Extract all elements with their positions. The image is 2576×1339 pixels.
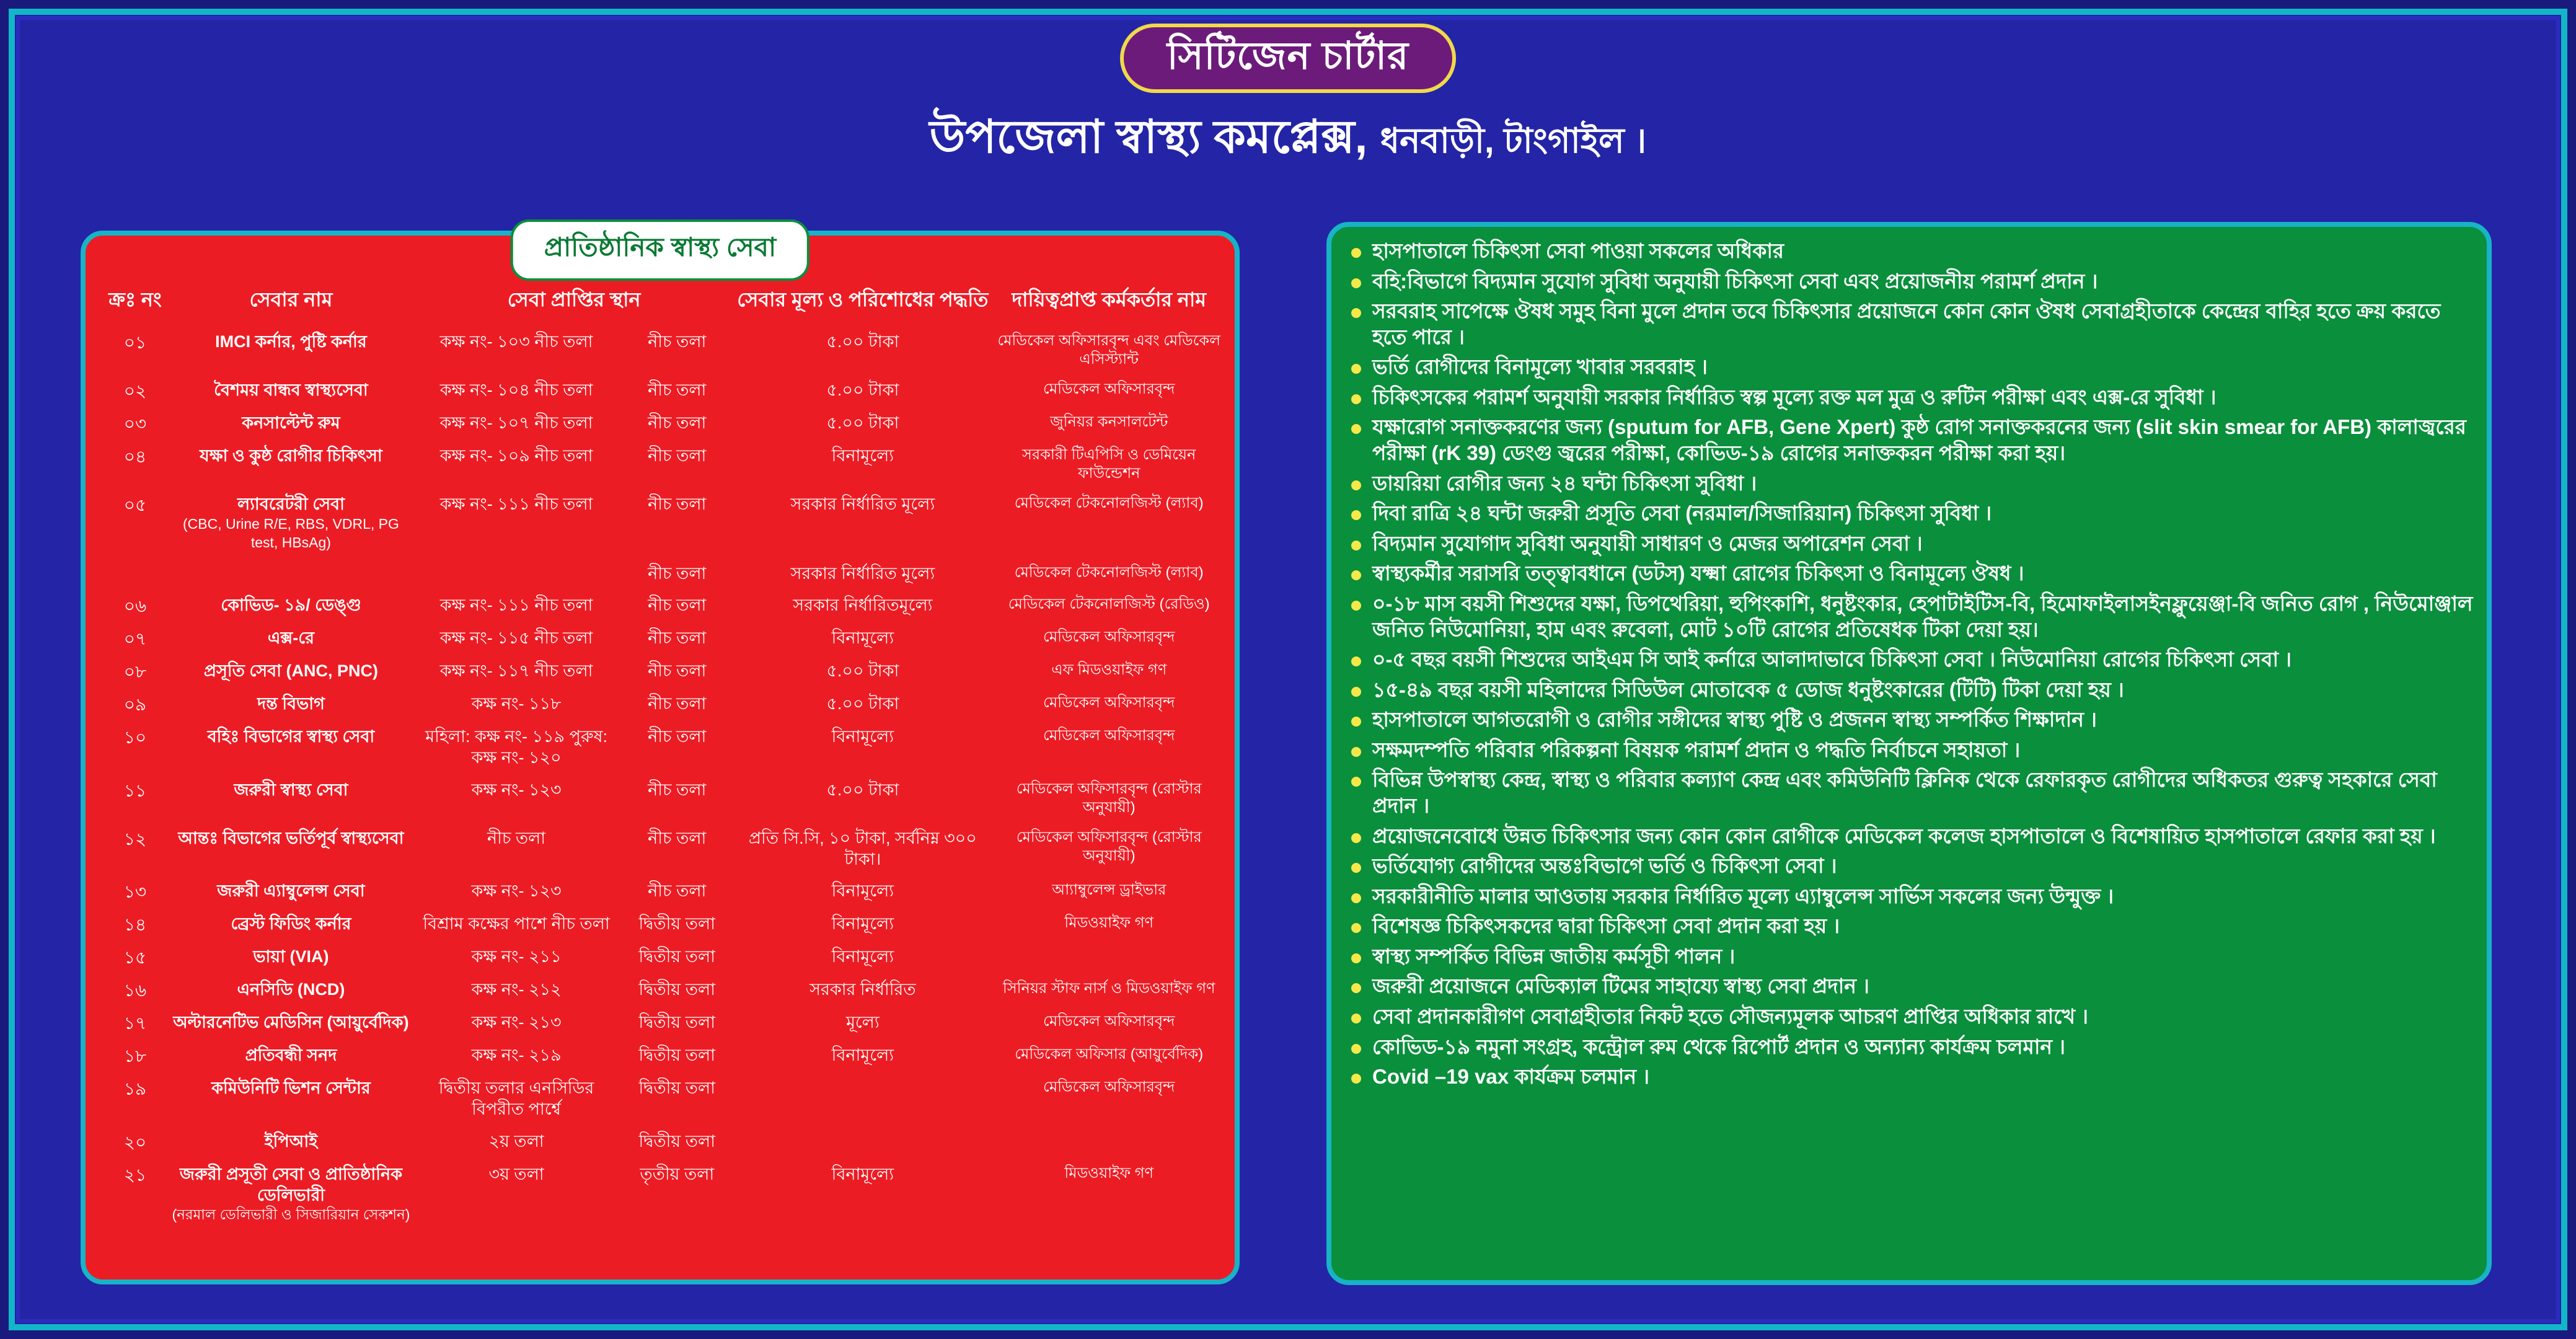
list-item: ১৫-৪৯ বছর বয়সী মহিলাদের সিডিউল মোতাবেক ৫ ডোজ ধনুষ্টংকারের (টিটি) টিকা দেয়া হয় । <box>1344 677 2476 703</box>
table-row <box>102 440 1227 488</box>
table-row <box>102 622 1227 655</box>
cell-service-name: ব্রেস্ট ফিডিং কর্নার <box>231 914 351 934</box>
cell-place: কক্ষ নং- ১১৮ <box>471 694 562 714</box>
list-item: ভর্তিযোগ্য রোগীদের অন্তঃবিভাগে ভর্তি ও চিকিৎসা সেবা । <box>1344 853 2476 879</box>
cell-service-name: প্রসূতি সেবা (ANC, PNC) <box>203 661 378 681</box>
table-row <box>102 488 1227 558</box>
cell-place: কক্ষ নং- ১০৯ নীচ তলা <box>439 446 593 465</box>
list-item: ডায়রিয়া রোগীর জন্য ২৪ ঘন্টা চিকিৎসা সুবিধা । <box>1344 471 2476 497</box>
cell-serial: ০৯ <box>123 695 147 715</box>
cell-officer: আ্যাম্বুলেন্স ড্রাইভার <box>1052 882 1167 899</box>
cell-officer: মেডিকেল অফিসারবৃন্দ <box>1043 629 1175 646</box>
cell-floor: নীচ তলা <box>648 727 707 746</box>
cell-fee: প্রতি সি.সি, ১০ টাকা, সর্বনিম্ন ৩০০ টাকা। <box>748 828 977 868</box>
cell-fee: বিনামূল্যে <box>831 914 894 934</box>
cell-officer: মেডিকেল অফিসারবৃন্দ (রোস্টার অনুযায়ী) <box>1016 780 1202 816</box>
list-item: বহি:বিভাগে বিদ্যমান সুযোগ সুবিধা অনুযায়ী চিকিৎসা সেবা এবং প্রয়োজনীয় পরামর্শ প্রদান । <box>1344 268 2476 294</box>
cell-fee: বিনামূল্যে <box>831 1164 894 1183</box>
table-row <box>102 1126 1227 1159</box>
cell-serial: ১৮ <box>123 1046 147 1066</box>
cell-place: কক্ষ নং- ১১৫ নীচ তলা <box>439 629 593 648</box>
col-serial: ক্রঃ নং <box>108 288 162 311</box>
cell-service-name-sub: (নরমাল ডেলিভারী ও সিজারিয়ান সেকশন) <box>172 1206 410 1223</box>
col-officer: দায়িত্বপ্রাপ্ত কর্মকর্তার নাম <box>1012 288 1207 311</box>
cell-floor: নীচ তলা <box>648 780 707 799</box>
cell-officer: মেডিকেল অফিসারবৃন্দ <box>1043 1013 1175 1030</box>
cell-officer: মেডিকেল অফিসারবৃন্দ <box>1043 727 1175 745</box>
col-service-place: সেবা প্রাপ্তির স্থান <box>507 288 641 311</box>
cell-fee: ৫.০০ টাকা <box>826 661 899 681</box>
cell-service-name: এক্স-রে <box>267 629 315 648</box>
page-title-main: উপজেলা স্বাস্থ্য কমপ্লেক্স, <box>929 111 1368 163</box>
cell-fee: বিনামূল্যে <box>831 446 894 465</box>
list-item: চিকিৎসকের পরামর্শ অনুযায়ী সরকার নির্ধারিত স্বল্প মূল্যে রক্ত মল মুত্র ও রুটিন পরীক্ষা এবং এক্স-রে সুবিধা । <box>1344 384 2476 410</box>
cell-officer: মেডিকেল অফিসারবৃন্দ <box>1043 381 1175 397</box>
cell-serial: ১৬ <box>123 981 147 1001</box>
cell-officer: মেডিকেল টেকনোলজিস্ট (ল্যাব) <box>1014 563 1204 581</box>
list-item: সরবরাহ সাপেক্ষে ঔষধ সমুহ বিনা মুলে প্রদান তবে চিকিৎসার প্রয়োজনে কোন কোন ঔষধ সেবাগ্রহীতাকে কেন্দ্রের বাহির হতে ক্রয় করতে হতে পারে । <box>1344 298 2476 350</box>
list-item: হাসপাতালে আগতরোগী ও রোগীর সঙ্গীদের স্বাস্থ্য পুষ্টি ও প্রজনন স্বাস্থ্য সম্পর্কিত শিক্ষাদান । <box>1344 707 2476 733</box>
cell-place: কক্ষ নং- ১০৭ নীচ তলা <box>439 413 593 432</box>
cell-serial: ২১ <box>123 1165 147 1185</box>
left-panel-heading: প্রাতিষ্ঠানিক স্বাস্থ্য সেবা <box>511 219 809 281</box>
cell-place: কক্ষ নং- ১১১ নীচ তলা <box>439 495 593 513</box>
cell-serial: ১২ <box>123 829 147 849</box>
cell-service-name <box>169 558 413 590</box>
cell-serial: ০৪ <box>123 447 147 466</box>
table-row <box>102 688 1227 721</box>
cell-serial: ১১ <box>123 780 147 800</box>
cell-fee: মূল্যে <box>845 1013 880 1032</box>
cell-serial: ০১ <box>123 333 147 352</box>
cell-fee: ৫.০০ টাকা <box>826 694 899 714</box>
rights-list <box>1344 238 2476 1094</box>
cell-officer: সিনিয়র স্টাফ নার্স ও মিডওয়াইফ গণ <box>1002 980 1215 997</box>
cell-service-name: জরুরী প্রসূতী সেবা ও প্রাতিষ্ঠানিক ডেলিভারী (নরমাল ডেলিভারী ও সিজারিয়ান সেকশন) <box>169 1159 413 1230</box>
cell-serial: ০৫ <box>123 495 147 515</box>
table-row <box>102 374 1227 407</box>
cell-officer: সরকারী টিএপিসি ও ডেমিয়েন ফাউন্ডেশন <box>1022 446 1196 482</box>
cell-floor: তৃতীয় তলা <box>640 1164 715 1183</box>
cell-place <box>413 558 619 590</box>
charter-badge: সিটিজেন চার্টার <box>1120 24 1456 93</box>
cell-service-name: কোভিড- ১৯/ ডেঙ্গু <box>221 596 361 615</box>
list-item: জরুরী প্রয়োজনে মেডিক্যাল টিমের সাহায্যে স্বাস্থ্য সেবা প্রদান । <box>1344 973 2476 999</box>
cell-officer: মিডওয়াইফ গণ <box>1064 1164 1153 1182</box>
table-row <box>102 823 1227 876</box>
table-row <box>102 326 1227 374</box>
cell-fee: বিনামূল্যে <box>831 629 894 648</box>
page-title <box>0 110 2576 163</box>
services-table <box>102 280 1227 1230</box>
list-item: বিভিন্ন উপস্বাস্থ্য কেন্দ্র, স্বাস্থ্য ও পরিবার কল্যাণ কেন্দ্র এবং কমিউনিটি ক্লিনিক থেকে রেফারকৃত রোগীদের অধিকতর গুরুত্ব সহকারে সেবা প্রদান । <box>1344 767 2476 818</box>
list-item: দিবা রাত্রি ২৪ ঘন্টা জরুরী প্রসূতি সেবা (নরমাল/সিজারিয়ান) চিকিৎসা সুবিধা । <box>1344 500 2476 526</box>
cell-place: নীচ তলা <box>487 828 546 847</box>
cell-officer: মেডিকেল অফিসারবৃন্দ <box>1043 1079 1175 1096</box>
cell-fee: ৫.০০ টাকা <box>826 332 899 351</box>
cell-serial: ১৭ <box>123 1014 147 1033</box>
table-row <box>102 941 1227 974</box>
cell-floor: দ্বিতীয় তলা <box>638 980 715 999</box>
list-item: বিশেষজ্ঞ চিকিৎসকদের দ্বারা চিকিৎসা সেবা প্রদান করা হয় । <box>1344 913 2476 939</box>
list-item: ০-১৮ মাস বয়সী শিশুদের যক্ষা, ডিপথেরিয়া, হুপিংকাশি, ধনুষ্টংকার, হেপাটাইটিস-বি, হিমোফাইলাসইনফ্লুয়েঞ্জা-বি জনিত রোগ , নিউমোঞ্জাল জনিত নিউমোনিয়া, হাম এবং রুবেলা, মোট ১০টি রোগের প্রতিষেধক টিকা দেয়া হয়। <box>1344 591 2476 642</box>
table-row <box>102 1072 1227 1126</box>
list-item: সেবা প্রদানকারীগণ সেবাগ্রহীতার নিকট হতে সৌজন্যমূলক আচরণ প্রাপ্তির অধিকার রাখে । <box>1344 1004 2476 1030</box>
list-item: হাসপাতালে চিকিৎসা সেবা পাওয়া সকলের অধিকার <box>1344 238 2476 264</box>
cell-officer <box>990 941 1227 974</box>
cell-service-name: জরুরী স্বাস্থ্য সেবা <box>234 780 348 799</box>
cell-place: বিশ্রাম কক্ষের পাশে নীচ তলা <box>423 914 610 934</box>
list-item: ০-৫ বছর বয়সী শিশুদের আইএম সি আই কর্নারে আলাদাভাবে চিকিৎসা সেবা । নিউমোনিয়া রোগের চিকিৎসা সেবা । <box>1344 647 2476 673</box>
list-item: ভর্তি রোগীদের বিনামূল্যে খাবার সরবরাহ । <box>1344 354 2476 380</box>
cell-officer: এফ মিডওয়াইফ গণ <box>1051 661 1167 679</box>
cell-floor: নীচ তলা <box>648 381 707 399</box>
cell-fee: সরকার নির্ধারিত মূল্যে <box>790 563 935 583</box>
cell-floor: দ্বিতীয় তলা <box>638 1046 715 1065</box>
table-row <box>102 875 1227 908</box>
cell-serial: ১৫ <box>123 948 147 968</box>
cell-service-name: কনসাল্টেন্ট রুম <box>242 413 340 432</box>
cell-service-name: IMCI কর্নার, পুষ্টি কর্নার <box>215 332 367 351</box>
list-item: বিদ্যমান সুযোগাদ সুবিধা অনুযায়ী সাধারণ ও মেজর অপারেশন সেবা । <box>1344 531 2476 557</box>
cell-officer: মিডওয়াইফ গণ <box>1064 914 1153 932</box>
cell-place: কক্ষ নং- ১০৩ নীচ তলা <box>439 332 593 351</box>
table-row <box>102 974 1227 1007</box>
page-title-sub: ধনবাড়ী, টাংগাইল । <box>1380 121 1647 161</box>
cell-floor: নীচ তলা <box>648 332 707 351</box>
list-item: Covid –19 vax কার্যক্রম চলমান । <box>1344 1064 2476 1090</box>
cell-fee: ৫.০০ টাকা <box>826 780 899 799</box>
cell-floor: নীচ তলা <box>648 694 707 714</box>
cell-floor: নীচ তলা <box>648 413 707 432</box>
institutional-services-panel <box>81 231 1240 1284</box>
cell-officer: মেডিকেল টেকনোলজিস্ট (রেডিও) <box>1008 596 1210 613</box>
cell-service-name: ইপিআই <box>264 1131 318 1151</box>
cell-fee: সরকার নির্ধারিত <box>809 980 916 999</box>
table-row <box>102 590 1227 622</box>
table-row <box>102 908 1227 941</box>
cell-place: কক্ষ নং- ১২৩ <box>471 882 562 901</box>
cell-officer: মেডিকেল অফিসার (আয়ুর্বেদিক) <box>1015 1046 1204 1063</box>
cell-officer: মেডিকেল অফিসারবৃন্দ এবং মেডিকেল এসিস্ট্যান্ট <box>997 332 1220 368</box>
cell-place: কক্ষ নং- ২১৯ <box>471 1046 562 1065</box>
table-row <box>102 774 1227 823</box>
table-row <box>102 721 1227 774</box>
cell-serial: ১৪ <box>123 915 147 935</box>
cell-serial: ১৯ <box>123 1079 147 1099</box>
cell-serial <box>102 558 169 590</box>
cell-place: কক্ষ নং- ১২৩ <box>471 780 562 799</box>
cell-floor: দ্বিতীয় তলা <box>638 947 715 966</box>
table-row <box>102 655 1227 688</box>
services-table-head <box>102 280 1227 326</box>
table-row <box>102 1007 1227 1040</box>
cell-floor: নীচ তলা <box>648 882 707 901</box>
cell-floor: দ্বিতীয় তলা <box>638 1079 715 1098</box>
cell-service-name: অল্টারনেটিভ মেডিসিন (আয়ুর্বেদিক) <box>173 1013 409 1032</box>
cell-service-name: এনসিডি (NCD) <box>237 980 345 999</box>
cell-service-name: বহিঃ বিভাগের স্বাস্থ্য সেবা <box>207 727 375 746</box>
cell-fee: সরকার নির্ধারিতমূল্যে <box>793 596 933 615</box>
cell-floor: নীচ তলা <box>648 629 707 648</box>
cell-serial: ০৩ <box>123 414 147 433</box>
cell-serial: ১০ <box>123 728 147 748</box>
cell-service-name: প্রতিবন্ধী সনদ <box>245 1046 337 1065</box>
cell-floor: নীচ তলা <box>648 828 707 847</box>
cell-officer: মেডিকেল অফিসারবৃন্দ <box>1043 694 1175 712</box>
col-service-name: সেবার নাম <box>249 288 333 311</box>
cell-floor: দ্বিতীয় তলা <box>638 914 715 934</box>
list-item: স্বাস্থ্য সম্পর্কিত বিভিন্ন জাতীয় কর্মসূচী পালন । <box>1344 943 2476 970</box>
table-row <box>102 558 1227 590</box>
list-item: সরকারীনীতি মালার আওতায় সরকার নির্ধারিত মূল্যে এ্যাম্বুলেন্স সার্ভিস সকলের জন্য উন্মুক্ত । <box>1344 883 2476 909</box>
cell-serial: ১৩ <box>123 882 147 902</box>
cell-place: দ্বিতীয় তলার এনসিডির বিপরীত পার্শ্বে <box>438 1079 594 1119</box>
cell-service-name: আন্তঃ বিভাগের ভর্তিপূর্ব স্বাস্থ্যসেবা <box>178 828 404 847</box>
cell-place: ৩য় তলা <box>488 1164 544 1183</box>
cell-place: কক্ষ নং- ২১২ <box>471 980 562 999</box>
cell-serial: ২০ <box>123 1132 147 1152</box>
list-item: সক্ষমদম্পতি পরিবার পরিকল্পনা বিষয়ক পরামর্শ প্রদান ও পদ্ধতি নির্বাচনে সহায়তা । <box>1344 737 2476 763</box>
cell-service-name: যক্ষা ও কুষ্ঠ রোগীর চিকিৎসা <box>200 446 382 465</box>
cell-floor: দ্বিতীয় তলা <box>638 1013 715 1032</box>
cell-floor: নীচ তলা <box>648 446 707 465</box>
cell-fee: ৫.০০ টাকা <box>826 381 899 399</box>
services-table-body <box>102 326 1227 1230</box>
cell-service-name: জরুরী এ্যাম্বুলেন্স সেবা <box>217 882 365 901</box>
cell-service-name: কমিউনিটি ভিশন সেন্টার <box>211 1079 371 1098</box>
cell-serial: ০২ <box>123 381 147 400</box>
cell-place: কক্ষ নং- ১১১ নীচ তলা <box>439 596 593 615</box>
cell-serial: ০৮ <box>123 662 147 682</box>
cell-service-name: ল্যাবরেটরী সেবা (CBC, Urine R/E, RBS, VDRL, PG test, HBsAg) <box>169 488 413 558</box>
cell-floor: দ্বিতীয় তলা <box>638 1131 715 1151</box>
rights-and-facilities-panel <box>1326 222 2492 1285</box>
list-item: কোভিড-১৯ নমুনা সংগ্রহ, কন্ট্রোল রুম থেকে রিপোর্ট প্রদান ও অন্যান্য কার্যক্রম চলমান । <box>1344 1034 2476 1060</box>
cell-officer: মেডিকেল অফিসারবৃন্দ (রোস্টার অনুযায়ী) <box>1016 828 1202 864</box>
cell-floor: নীচ তলা <box>648 563 707 583</box>
col-service-fee: সেবার মূল্য ও পরিশোধের পদ্ধতি <box>737 288 989 311</box>
cell-service-name: বৈশময় বান্ধব স্বাস্থ্যসেবা <box>214 381 368 399</box>
table-header-row <box>102 280 1227 326</box>
cell-floor: নীচ তলা <box>648 596 707 615</box>
cell-officer: জুনিয়র কনসালটেন্ট <box>1050 413 1168 430</box>
cell-fee: ৫.০০ টাকা <box>826 413 899 432</box>
cell-service-name: দন্ত বিভাগ <box>257 694 325 714</box>
list-item: যক্ষারোগ সনাক্তকরণের জন্য (sputum for AFB, Gene Xpert) কুষ্ঠ রোগ সনাক্তকরনের জন্য (slit skin smear for AFB) কালাজ্বরের পরীক্ষা (rK 39) ডেংগু জ্বরের পরীক্ষা, কোভিড-১৯ রোগের সনাক্তকরন পরীক্ষা করা হয়। <box>1344 414 2476 466</box>
header <box>0 24 2576 163</box>
cell-fee: বিনামূল্যে <box>831 947 894 966</box>
cell-floor: নীচ তলা <box>648 661 707 681</box>
table-row <box>102 1040 1227 1072</box>
cell-officer <box>990 1126 1227 1159</box>
cell-fee: সরকার নির্ধারিত মূল্যে <box>790 495 935 513</box>
list-item: স্বাস্থ্যকর্মীর সরাসরি তত্ত্বাবধানে (ডটস) যক্ষ্মা রোগের চিকিৎসা ও বিনামূল্যে ঔষধ । <box>1344 560 2476 586</box>
cell-fee: বিনামূল্যে <box>831 1046 894 1065</box>
cell-place: কক্ষ নং- ২১৩ <box>471 1013 562 1032</box>
table-row <box>102 407 1227 440</box>
cell-place: মহিলা: কক্ষ নং- ১১৯ পুরুষ: কক্ষ নং- ১২০ <box>425 727 607 767</box>
cell-floor: নীচ তলা <box>648 495 707 513</box>
cell-fee <box>734 1126 990 1159</box>
cell-service-name: ভায়া (VIA) <box>253 947 329 966</box>
cell-fee <box>734 1072 990 1126</box>
cell-place: কক্ষ নং- ১১৭ নীচ তলা <box>439 661 593 681</box>
cell-place: কক্ষ নং- ২১১ <box>471 947 562 966</box>
cell-fee: বিনামূল্যে <box>831 727 894 746</box>
cell-place: কক্ষ নং- ১০৪ নীচ তলা <box>439 381 593 399</box>
table-row <box>102 1159 1227 1230</box>
cell-officer: মেডিকেল টেকনোলজিস্ট (ল্যাব) <box>1014 495 1204 511</box>
cell-serial: ০৬ <box>123 596 147 616</box>
cell-serial: ০৭ <box>123 629 147 649</box>
cell-service-name-sub: (CBC, Urine R/E, RBS, VDRL, PG test, HBsAg) <box>182 515 399 550</box>
cell-fee: বিনামূল্যে <box>831 882 894 901</box>
list-item: প্রয়োজনেবোধে উন্নত চিকিৎসার জন্য কোন কোন রোগীকে মেডিকেল কলেজ হাসপাতালে ও বিশেষায়িত হাসপাতালে রেফার করা হয় । <box>1344 823 2476 849</box>
cell-place: ২য় তলা <box>488 1131 544 1151</box>
